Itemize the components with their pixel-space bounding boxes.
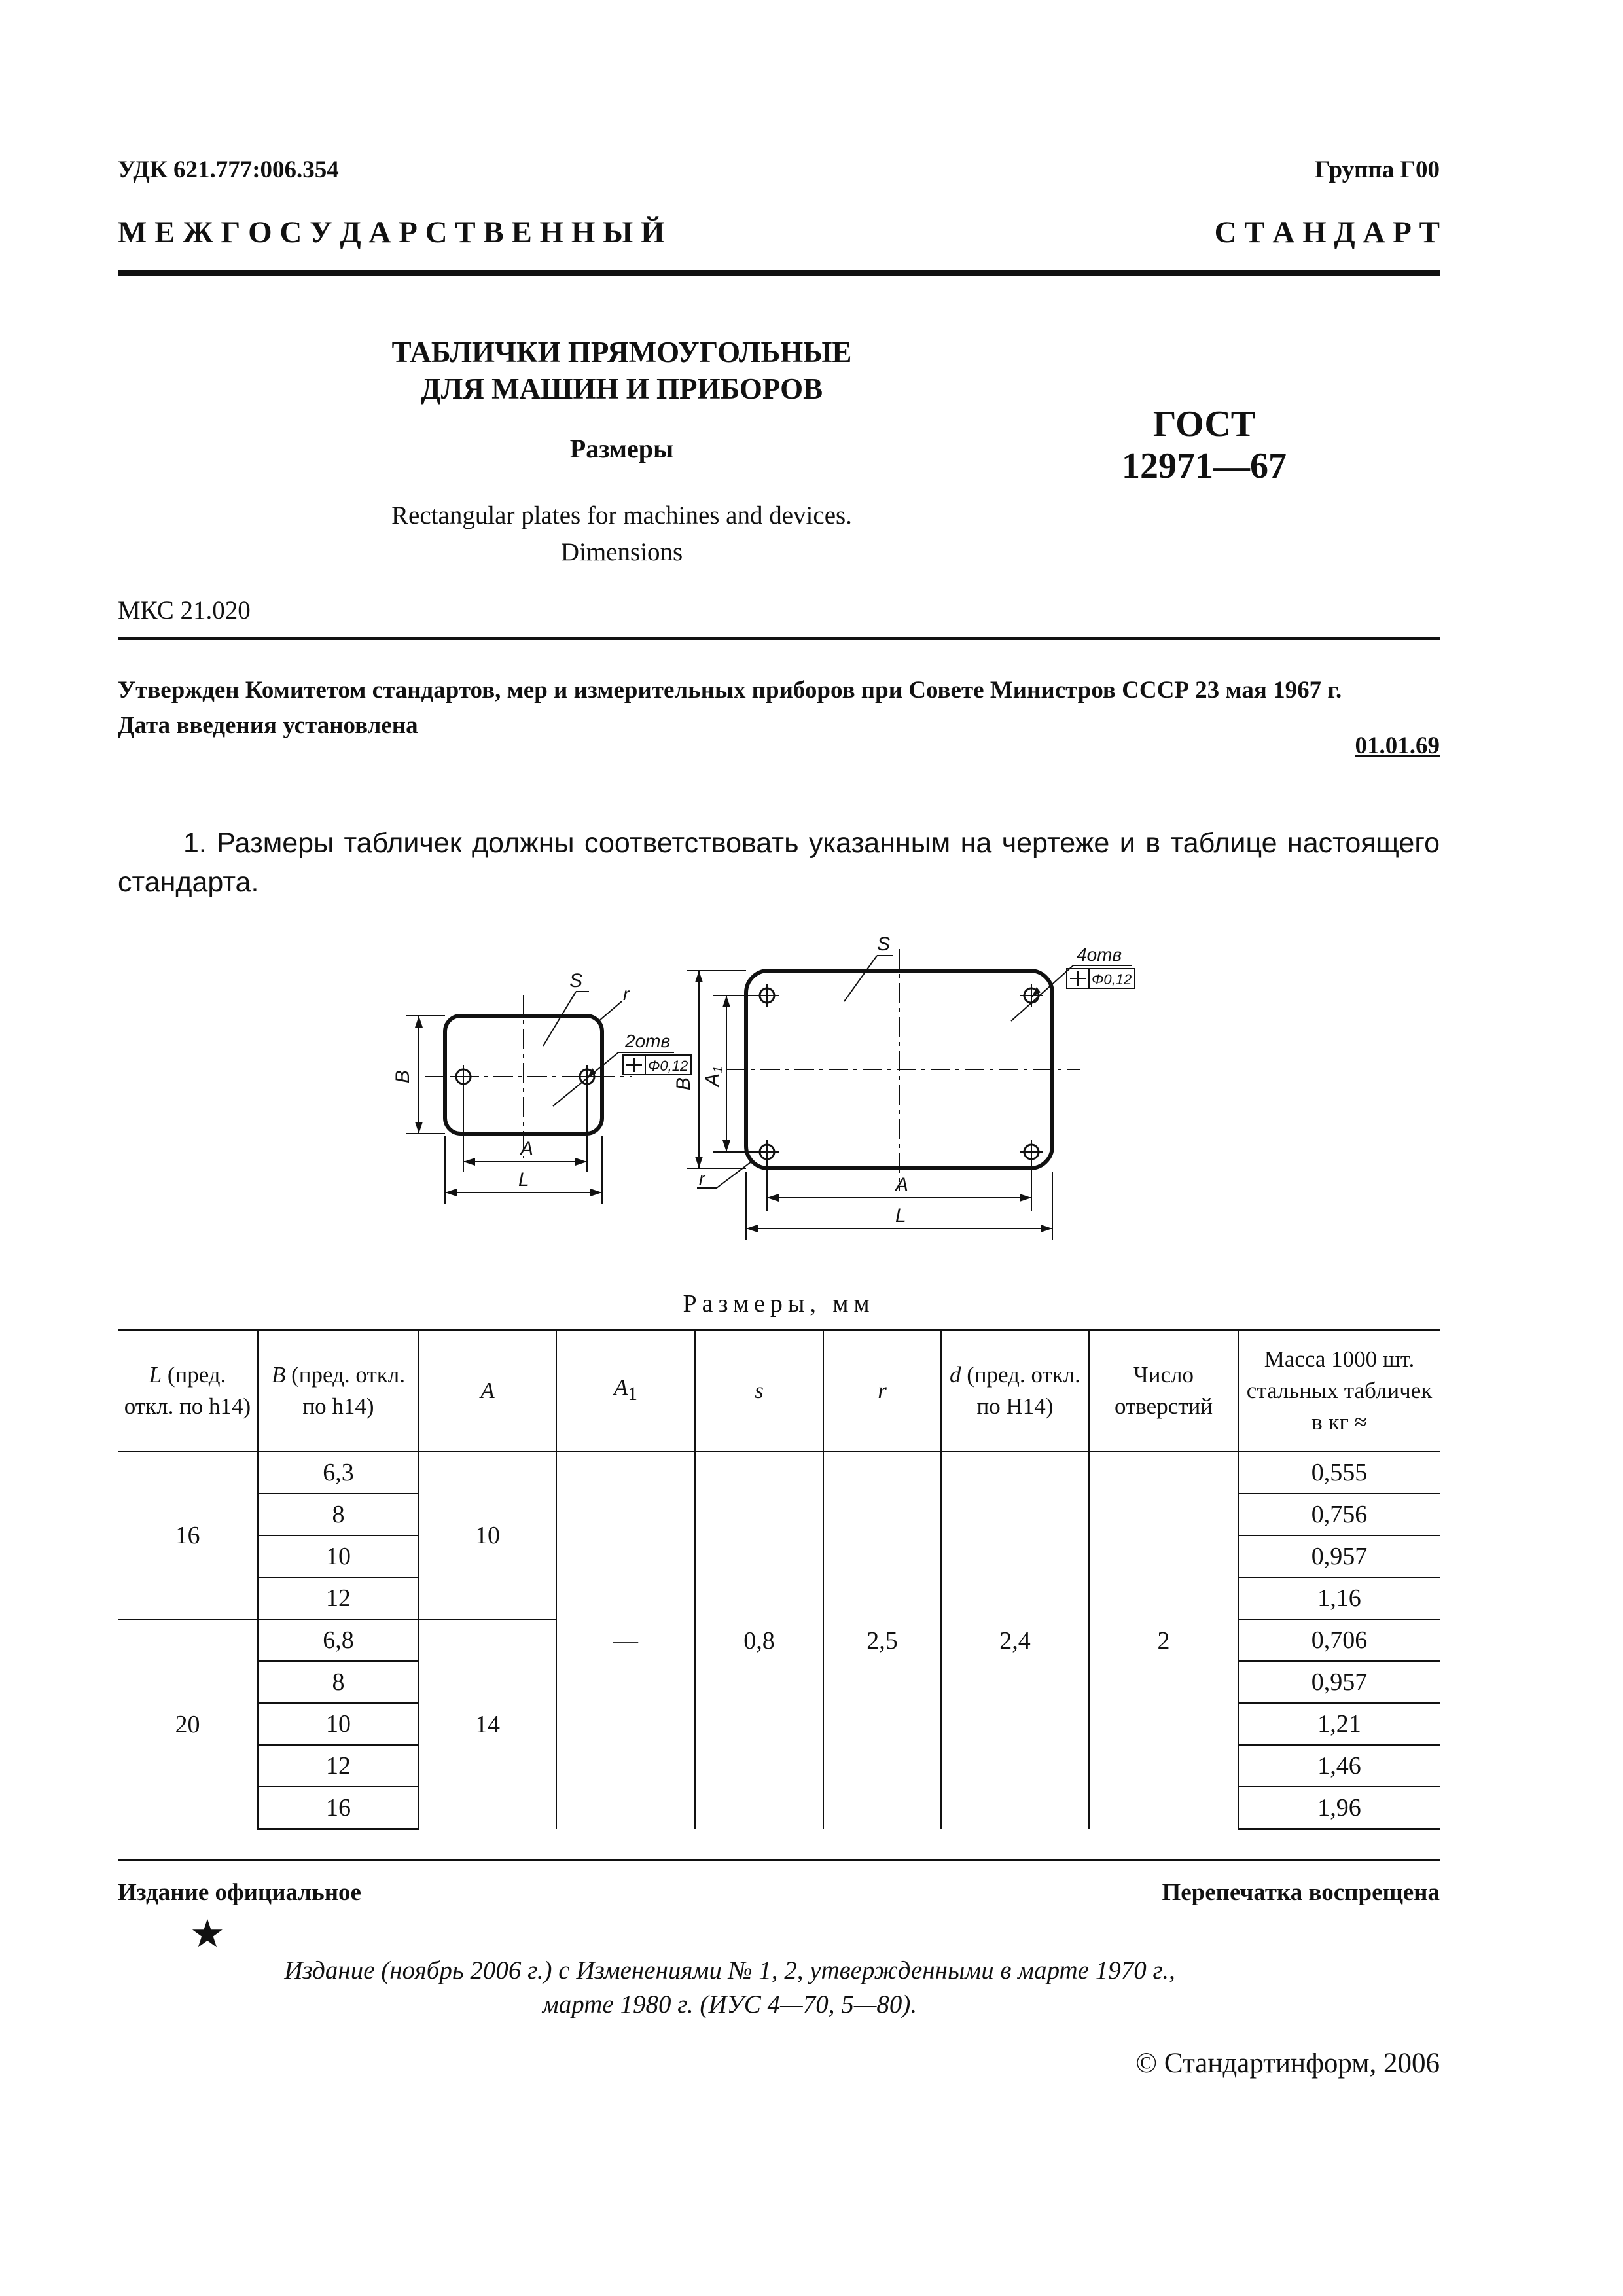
english-title: Rectangular plates for machines and devices. Dimensions bbox=[391, 501, 852, 566]
small-label-holes: 2отв bbox=[625, 1031, 671, 1051]
cell-b: 10 bbox=[258, 1535, 419, 1577]
cell-mass: 1,46 bbox=[1238, 1745, 1440, 1787]
header-a1: $A_1$ bbox=[556, 1330, 695, 1452]
cell-b: 8 bbox=[258, 1661, 419, 1703]
cell-mass: 0,957 bbox=[1238, 1535, 1440, 1577]
cell-mass: 1,21 bbox=[1238, 1703, 1440, 1745]
table-caption: Размеры, мм bbox=[683, 1290, 875, 1318]
document-subtitle: Размеры bbox=[569, 434, 674, 463]
udk-code: УДК 621.777:006.354 bbox=[118, 156, 339, 183]
official-edition: Издание официальное bbox=[118, 1879, 361, 1906]
small-dim-a: A bbox=[520, 1138, 534, 1160]
cell-mass: 0,555 bbox=[1311, 1459, 1368, 1486]
group-code: Группа Г00 bbox=[1315, 156, 1440, 183]
star-icon: ★ bbox=[190, 1912, 225, 1956]
cell-b: 10 bbox=[258, 1703, 419, 1745]
large-dim-a: A bbox=[895, 1174, 909, 1196]
small-label-r: r bbox=[623, 984, 630, 1004]
large-dim-l: L bbox=[895, 1205, 906, 1227]
header-s: s bbox=[695, 1330, 823, 1452]
cell-b: 12 bbox=[258, 1745, 419, 1787]
header-l: L (пред. откл. по h14) bbox=[118, 1330, 258, 1452]
dimensions-table bbox=[118, 1329, 1440, 1830]
cell-r: 2,5 bbox=[823, 1452, 941, 1829]
cell-b: 8 bbox=[258, 1494, 419, 1535]
edition-note: Издание (ноябрь 2006 г.) с Изменениями № 1, 2, утвержденными в марте 1970 г., марте 1980 г. (ИУС 4—70, 5—80). bbox=[284, 1956, 1175, 2018]
small-label-s: S bbox=[569, 970, 583, 992]
cell-mass: 0,706 bbox=[1238, 1619, 1440, 1661]
header-holes: Число отверстий bbox=[1089, 1330, 1238, 1452]
small-plate-drawing bbox=[392, 970, 691, 1204]
footer-rule bbox=[118, 1859, 1440, 1861]
cell-b: 6,8 bbox=[258, 1619, 419, 1661]
clause-1: 1. Размеры табличек должны соответствовать указанным на чертеже и в таблице настоящего стандарта. bbox=[118, 827, 1440, 898]
cell-b: 12 bbox=[258, 1577, 419, 1619]
cell-s: 0,8 bbox=[695, 1452, 823, 1829]
introduction-date: 01.01.69 bbox=[1355, 732, 1440, 759]
cell-mass: 0,756 bbox=[1238, 1494, 1440, 1535]
copyright: © Стандартинформ, 2006 bbox=[1135, 2048, 1440, 2079]
cell-a1: — bbox=[556, 1452, 695, 1829]
small-dim-l: L bbox=[518, 1169, 529, 1191]
reprint-notice: Перепечатка воспрещена bbox=[1162, 1879, 1440, 1906]
large-plate-drawing bbox=[673, 933, 1135, 1240]
banner-left: М Е Ж Г О С У Д А Р С Т В Е Н Н Ы Й bbox=[118, 215, 665, 249]
cell-l: 16 bbox=[118, 1452, 258, 1619]
large-label-holes: 4отв bbox=[1077, 944, 1122, 965]
table-row bbox=[118, 1452, 1440, 1494]
cell-b: 6,3 bbox=[258, 1452, 419, 1494]
cell-mass: 1,16 bbox=[1238, 1577, 1440, 1619]
header-b: B (пред. откл. по h14) bbox=[258, 1330, 419, 1452]
header-mass: Масса 1000 шт. стальных табличек в кг ≈ bbox=[1238, 1330, 1440, 1452]
cell-mass: 1,96 bbox=[1238, 1787, 1440, 1829]
banner-right: С Т А Н Д А Р Т bbox=[1214, 215, 1440, 249]
cell-holes: 2 bbox=[1089, 1452, 1238, 1829]
large-tolerance: Φ0,12 bbox=[1092, 971, 1132, 988]
header-r: r bbox=[823, 1330, 941, 1452]
gost-designation: ГОСТ 12971—67 bbox=[1122, 404, 1287, 486]
table-header-row bbox=[118, 1330, 1440, 1452]
approval-text: Утвержден Комитетом стандартов, мер и измерительных приборов при Совете Министров СССР 23 мая 1967 г. Дата введения установлена bbox=[118, 677, 1342, 739]
document-title: ТАБЛИЧКИ ПРЯМОУГОЛЬНЫЕ ДЛЯ МАШИН И ПРИБОРОВ bbox=[391, 336, 852, 405]
large-dim-b: B bbox=[673, 1077, 694, 1090]
header-d: d (пред. откл. по H14) bbox=[941, 1330, 1089, 1452]
cell-d: 2,4 bbox=[941, 1452, 1089, 1829]
mks-code: МКС 21.020 bbox=[118, 596, 251, 624]
cell-b: 16 bbox=[258, 1787, 419, 1829]
small-tolerance: Φ0,12 bbox=[648, 1058, 688, 1074]
header-a: A bbox=[419, 1330, 556, 1452]
large-label-r: r bbox=[699, 1168, 705, 1189]
large-label-s: S bbox=[877, 933, 891, 955]
cell-a: 10 bbox=[419, 1452, 556, 1619]
cell-a: 14 bbox=[419, 1619, 556, 1829]
small-dim-b: B bbox=[392, 1069, 414, 1083]
cell-mass: 0,957 bbox=[1238, 1661, 1440, 1703]
large-dim-a1: $A_1$ bbox=[702, 1066, 726, 1086]
cell-l: 20 bbox=[118, 1619, 258, 1829]
